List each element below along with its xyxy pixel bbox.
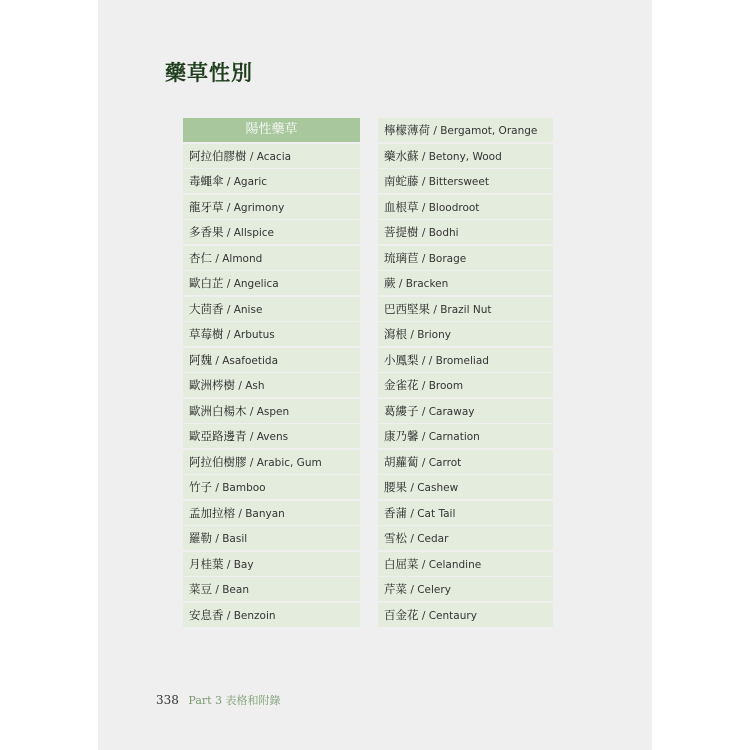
herb-english-name: Basil <box>222 533 248 545</box>
herb-english-name: Bergamot, Orange <box>440 125 538 137</box>
herb-english-name: Betony, Wood <box>428 150 502 163</box>
herb-english-name: Borage <box>428 252 467 265</box>
herb-english-name: Cashew <box>417 482 459 494</box>
herb-chinese-name: 芹菜 <box>384 582 407 596</box>
herb-chinese-name: 毒蠅傘 <box>189 174 224 188</box>
herb-chinese-name: 琉璃苣 <box>384 250 419 265</box>
herb-row: 月桂葉 / Bay <box>183 552 360 576</box>
herb-chinese-name: 雪松 <box>384 531 407 545</box>
herb-english-name: Angelica <box>233 278 279 290</box>
herb-english-name: Bodhi <box>428 227 459 239</box>
herb-english-name: Brazil Nut <box>440 303 492 316</box>
herb-english-name: Bloodroot <box>428 201 480 214</box>
herb-chinese-name: 金雀花 <box>384 378 419 392</box>
herb-chinese-name: 歐亞路邊青 <box>189 429 247 443</box>
herb-row: 大茴香 / Anise <box>183 297 360 321</box>
herb-english-name: Bracken <box>405 278 449 290</box>
herb-chinese-name: 阿拉伯樹膠 <box>189 454 247 469</box>
herb-row: 孟加拉榕 / Banyan <box>183 501 360 525</box>
herb-chinese-name: 藥水蘇 <box>384 148 419 163</box>
herb-english-name: Celery <box>417 584 451 596</box>
herb-chinese-name: 杏仁 <box>189 250 212 265</box>
herb-chinese-name: 菩提樹 <box>384 225 419 239</box>
herb-chinese-name: 香蒲 <box>384 505 407 520</box>
herb-english-name: Carrot <box>428 456 462 469</box>
herb-english-name: Banyan <box>245 507 285 520</box>
herb-row: 腰果 / Cashew <box>378 475 553 499</box>
herb-row: 巴西堅果 / Brazil Nut <box>378 297 553 321</box>
herb-chinese-name: 龍牙草 <box>189 199 224 214</box>
herb-english-name: Allspice <box>233 227 275 239</box>
herb-chinese-name: 胡蘿蔔 <box>384 454 419 469</box>
herb-english-name: Avens <box>256 431 289 443</box>
herb-english-name: Almond <box>222 252 263 265</box>
herb-row: 阿魏 / Asafoetida <box>183 348 360 372</box>
herb-row: 金雀花 / Broom <box>378 373 553 397</box>
herb-row: 南蛇藤 / Bittersweet <box>378 169 553 193</box>
herb-english-name: / Bromeliad <box>428 354 489 367</box>
herb-english-name: Celandine <box>428 558 482 571</box>
herb-row: 龍牙草 / Agrimony <box>183 195 360 219</box>
herb-chinese-name: 巴西堅果 <box>384 301 430 316</box>
herb-row: 草莓樹 / Arbutus <box>183 322 360 346</box>
herb-row: 香蒲 / Cat Tail <box>378 501 553 525</box>
herb-chinese-name: 檸檬薄荷 <box>384 123 430 137</box>
herb-row: 安息香 / Benzoin <box>183 603 360 627</box>
herb-chinese-name: 百金花 <box>384 607 419 622</box>
herb-row: 多香果 / Allspice <box>183 220 360 244</box>
herb-chinese-name: 腰果 <box>384 480 407 494</box>
herb-chinese-name: 血根草 <box>384 199 419 214</box>
page-footer <box>156 692 281 708</box>
herb-row: 胡蘿蔔 / Carrot <box>378 450 553 474</box>
herb-row: 血根草 / Bloodroot <box>378 195 553 219</box>
herb-english-name: Asafoetida <box>222 354 279 367</box>
herb-english-name: Cat Tail <box>417 507 456 520</box>
herb-row: 阿拉伯樹膠 / Arabic, Gum <box>183 450 360 474</box>
herb-row: 毒蠅傘 / Agaric <box>183 169 360 193</box>
herb-english-name: Broom <box>428 380 464 392</box>
herb-chinese-name: 竹子 <box>189 480 212 494</box>
herb-english-name: Centaury <box>428 609 477 622</box>
herb-row: 歐亞路邊青 / Avens <box>183 424 360 448</box>
page-number: 338 <box>156 693 179 707</box>
herb-chinese-name: 草莓樹 <box>189 327 224 341</box>
herb-row: 百金花 / Centaury <box>378 603 553 627</box>
herb-row: 杏仁 / Almond <box>183 246 360 270</box>
herb-english-name: Bay <box>233 558 254 571</box>
herb-row: 羅勒 / Basil <box>183 526 360 550</box>
herb-chinese-name: 孟加拉榕 <box>189 505 235 520</box>
herb-row: 琉璃苣 / Borage <box>378 246 553 270</box>
herb-chinese-name: 菜豆 <box>189 582 212 596</box>
herb-english-name: Bittersweet <box>428 176 489 188</box>
herb-row: 康乃馨 / Carnation <box>378 424 553 448</box>
herb-chinese-name: 安息香 <box>189 607 224 622</box>
left-herb-column <box>183 118 360 628</box>
part-label: Part 3 表格和附錄 <box>188 694 281 707</box>
herb-row: 芹菜 / Celery <box>378 577 553 601</box>
book-page <box>98 0 652 750</box>
herb-english-name: Caraway <box>428 405 475 418</box>
herb-chinese-name: 阿拉伯膠樹 <box>189 148 247 163</box>
herb-row: 菩提樹 / Bodhi <box>378 220 553 244</box>
column-header: 陽性藥草 <box>183 118 360 142</box>
herb-row: 阿拉伯膠樹 / Acacia <box>183 144 360 168</box>
herb-row: 歐白芷 / Angelica <box>183 271 360 295</box>
herb-english-name: Acacia <box>256 150 292 163</box>
herb-row: 小鳳梨 / / Bromeliad <box>378 348 553 372</box>
herb-english-name: Agrimony <box>233 201 285 214</box>
herb-row: 藥水蘇 / Betony, Wood <box>378 144 553 168</box>
herb-chinese-name: 阿魏 <box>189 352 212 367</box>
herb-english-name: Arabic, Gum <box>256 456 322 469</box>
right-herb-column <box>378 118 553 628</box>
herb-chinese-name: 康乃馨 <box>384 429 419 443</box>
herb-english-name: Benzoin <box>233 609 276 622</box>
herb-chinese-name: 歐洲梣樹 <box>189 378 235 392</box>
herb-english-name: Agaric <box>233 176 268 188</box>
herb-chinese-name: 羅勒 <box>189 531 212 545</box>
herb-row: 歐洲白楊木 / Aspen <box>183 399 360 423</box>
herb-row: 雪松 / Cedar <box>378 526 553 550</box>
herb-chinese-name: 蕨 <box>384 276 396 290</box>
herb-row: 葛縷子 / Caraway <box>378 399 553 423</box>
herb-english-name: Aspen <box>256 405 290 418</box>
herb-chinese-name: 歐洲白楊木 <box>189 403 247 418</box>
herb-row: 歐洲梣樹 / Ash <box>183 373 360 397</box>
herb-row: 白屈菜 / Celandine <box>378 552 553 576</box>
herb-english-name: Carnation <box>428 431 480 443</box>
herb-chinese-name: 歐白芷 <box>189 276 224 290</box>
herb-row: 檸檬薄荷 / Bergamot, Orange <box>378 118 553 142</box>
herb-chinese-name: 多香果 <box>189 225 224 239</box>
page-title: 藥草性別 <box>165 61 253 85</box>
herb-english-name: Briony <box>417 329 451 341</box>
herb-english-name: Bean <box>222 584 249 596</box>
herb-english-name: Ash <box>245 380 265 392</box>
herb-english-name: Anise <box>233 303 263 316</box>
herb-row: 蕨 / Bracken <box>378 271 553 295</box>
herb-english-name: Arbutus <box>233 329 275 341</box>
herb-english-name: Cedar <box>417 533 449 545</box>
herb-chinese-name: 大茴香 <box>189 301 224 316</box>
herb-row: 竹子 / Bamboo <box>183 475 360 499</box>
herb-chinese-name: 小鳳梨 <box>384 352 419 367</box>
herb-chinese-name: 月桂葉 <box>189 556 224 571</box>
herb-chinese-name: 南蛇藤 <box>384 174 419 188</box>
herb-english-name: Bamboo <box>222 482 266 494</box>
herb-chinese-name: 瀉根 <box>384 327 407 341</box>
herb-chinese-name: 白屈菜 <box>384 556 419 571</box>
herb-row: 菜豆 / Bean <box>183 577 360 601</box>
herb-row: 瀉根 / Briony <box>378 322 553 346</box>
herb-chinese-name: 葛縷子 <box>384 403 419 418</box>
